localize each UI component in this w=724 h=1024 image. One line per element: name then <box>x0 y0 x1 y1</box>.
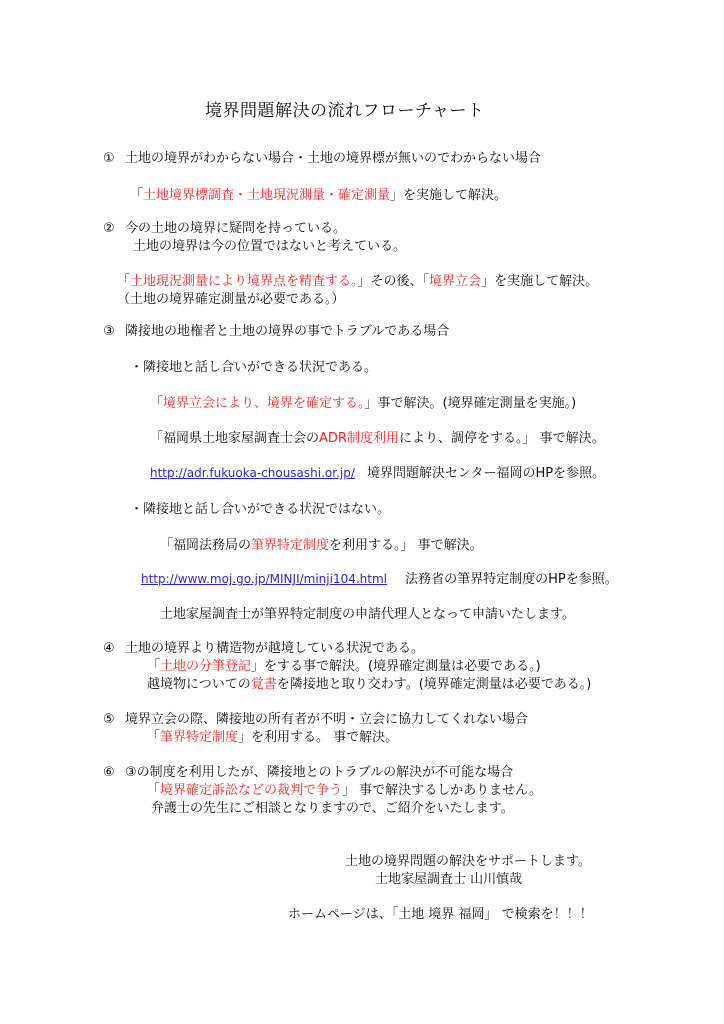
section-2-heading-text: 今の土地の境界に疑問を持っている。 <box>125 221 347 236</box>
section-5-heading-text: 境界立会の際、隣接地の所有者が不明・立会に協力してくれない場合 <box>125 712 529 727</box>
text: 「 <box>147 659 161 674</box>
text: を隣接地と取り交わす。(境界確定測量は必要である。) <box>276 677 592 692</box>
highlight: 筆界特定制度 <box>160 730 239 745</box>
text: により、調停をする。」 事で解決。 <box>398 431 605 446</box>
page-title: 境界問題解決の流れフローチャート <box>205 101 485 121</box>
highlight: 境界確定訴訟などの裁判で争う <box>160 783 343 798</box>
section-3-case-1-solution-1 <box>150 397 576 410</box>
text: 「 <box>117 274 131 289</box>
section-1-heading-text: 土地の境界がわからない場合・土地の境界標が無いのでわからない場合 <box>125 151 542 166</box>
highlight: 覚書 <box>250 677 277 692</box>
text: 「福岡県土地家屋調査士会の <box>150 431 320 446</box>
highlight: 土地の分筆登記 <box>160 659 252 674</box>
section-3-heading-text: 隣接地の地権者と土地の境界の事でトラブルである場合 <box>125 324 450 339</box>
section-3-case-2: ・隣接地と話し合いができる状況ではない。 <box>130 502 391 517</box>
section-6-heading <box>103 766 513 779</box>
text: 」 事で解決するしかありません。 <box>342 783 542 798</box>
moj-reference-text: 法務省の筆界特定制度のHPを参照。 <box>405 572 618 587</box>
section-3-case-1: ・隣接地と話し合いができる状況である。 <box>130 360 378 375</box>
highlight: 筆界特定制度 <box>251 538 330 553</box>
section-3-number: ③ <box>103 324 115 339</box>
footer-support: 土地の境界問題の解決をサポートします。 <box>345 854 591 869</box>
section-3-case-2-solution <box>160 539 483 552</box>
moj-link[interactable]: http://www.moj.go.jp/MINJI/minji104.html <box>141 572 387 586</box>
adr-link[interactable]: http://adr.fukuoka-chousashi.or.jp/ <box>150 466 355 480</box>
bracket-open: 「 <box>130 188 144 203</box>
section-3-case-1-reference <box>150 467 605 480</box>
section-6-solution-1 <box>147 784 542 797</box>
section-2-solution <box>117 275 598 288</box>
section-5-number: ⑤ <box>103 712 115 727</box>
section-3-case-2-reference <box>141 573 618 586</box>
section-2-note: （土地の境界確定測量が必要である。） <box>117 292 345 307</box>
section-1-heading <box>103 152 541 165</box>
text: 越境物についての <box>147 677 251 692</box>
section-6-solution-2: 弁護士の先生にご相談となりますので、ご紹介をいたします。 <box>151 801 514 816</box>
section-2-highlight-1: 土地現況測量により境界点を精査する。 <box>130 274 358 289</box>
section-2-heading <box>103 222 346 235</box>
text: 「 <box>147 783 161 798</box>
section-4-heading-text: 土地の境界より構造物が越境している状況である。 <box>125 641 425 656</box>
footer-name: 土地家屋調査士 山川慎哉 <box>375 872 523 887</box>
text: 「 <box>150 396 164 411</box>
section-3-case-2-note: 土地家屋調査士が筆界特定制度の申請代理人となって申請いたします。 <box>160 607 575 622</box>
section-6-heading-text: ③の制度を利用したが、隣接地とのトラブルの解決が不可能な場合 <box>125 765 514 780</box>
section-3-heading <box>103 325 449 338</box>
section-4-solution-1 <box>147 660 541 673</box>
footer-search: ホームページは、「土地 境界 福岡」 で検索を！！！ <box>288 907 593 922</box>
highlight: 境界立会により、境界を確定する。 <box>163 396 365 411</box>
section-2-subheading: 土地の境界は今の位置ではないと考えている。 <box>133 239 407 254</box>
highlight: ADR制度利用 <box>319 431 399 446</box>
text: を利用する。」 事で解決。 <box>329 538 483 553</box>
section-5-heading <box>103 713 528 726</box>
adr-reference-text: 境界問題解決センター福岡のHPを参照。 <box>367 466 606 481</box>
section-5-solution <box>147 731 398 744</box>
section-1-number: ① <box>103 151 115 166</box>
section-4-heading <box>103 642 424 655</box>
section-2-number: ② <box>103 221 115 236</box>
text: 」その後、「 <box>357 274 430 289</box>
text: 」をする事で解決。(境界確定測量は必要である。) <box>251 659 541 674</box>
section-2-highlight-2: 境界立会 <box>429 274 482 289</box>
section-1-solution <box>130 189 507 202</box>
text: 「福岡法務局の <box>160 538 252 553</box>
section-4-number: ④ <box>103 641 115 656</box>
section-1-solution-tail: 」を実施して解決。 <box>390 188 508 203</box>
text: 」を利用する。 事で解決。 <box>238 730 399 745</box>
section-1-solution-highlight: 土地境界標調査・土地現況測量・確定測量 <box>143 188 391 203</box>
text: 」事で解決。(境界確定測量を実施。) <box>364 396 577 411</box>
section-4-solution-2 <box>147 678 591 691</box>
text: 「 <box>147 730 161 745</box>
text: 」を実施して解決。 <box>481 274 599 289</box>
section-3-case-1-solution-2 <box>150 432 605 445</box>
section-6-number: ⑥ <box>103 765 115 780</box>
